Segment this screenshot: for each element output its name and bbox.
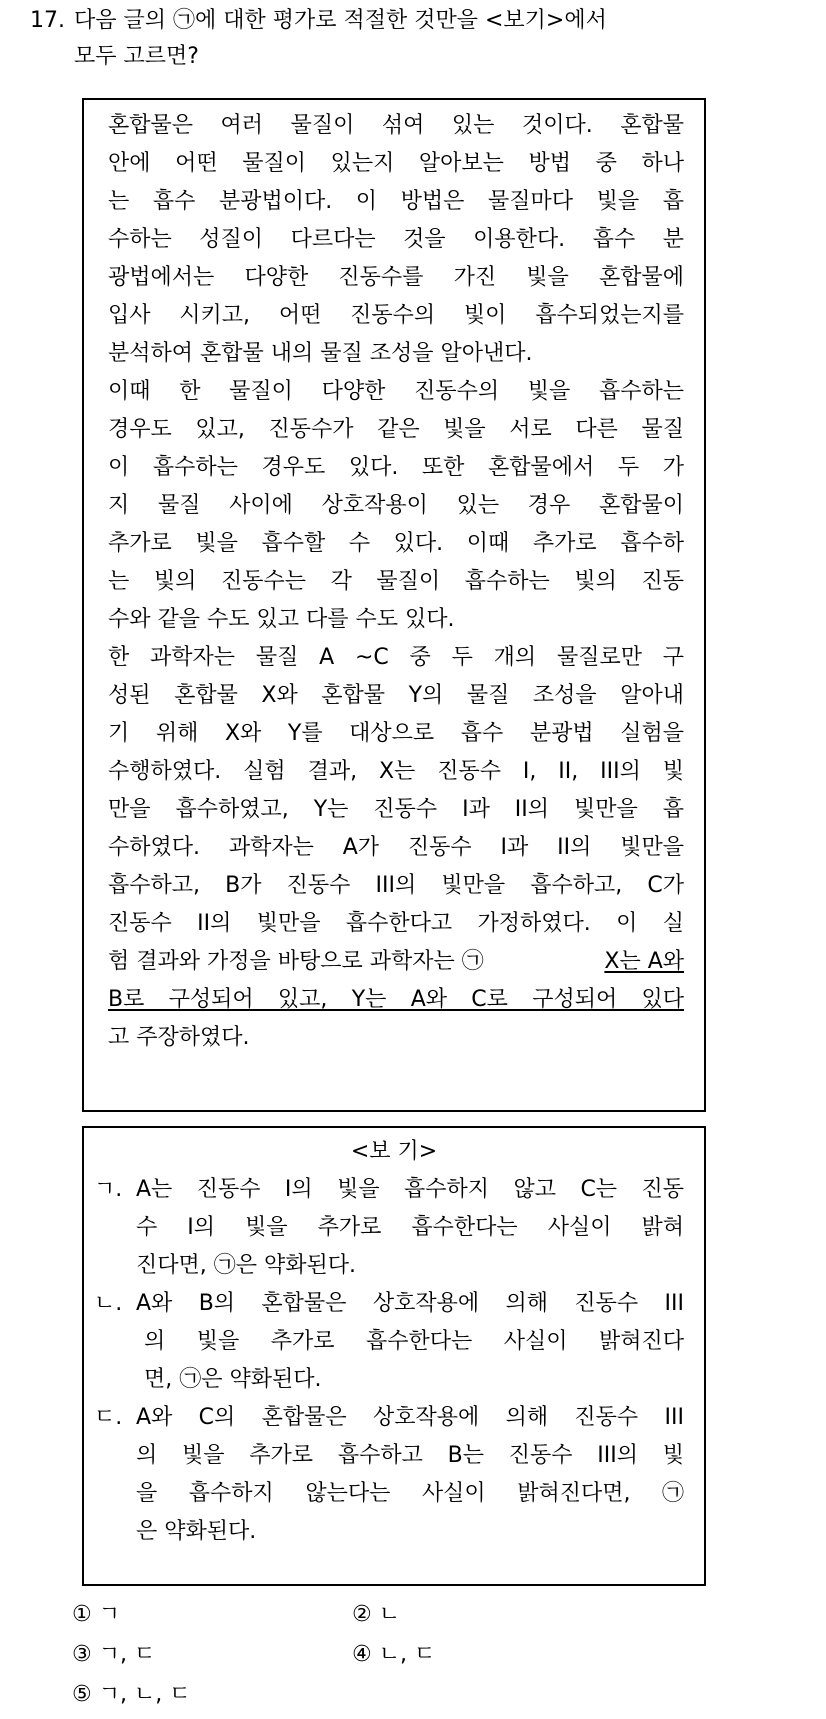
bogi-item-marker: ㄱ.: [94, 1177, 123, 1202]
answer-option-1[interactable]: ① ㄱ: [72, 1602, 120, 1627]
passage-line: 수하였다. 과학자는 A가 진동수 I과 II의 빛만을: [108, 835, 684, 860]
bogi-item-line: A와 B의 혼합물은 상호작용에 의해 진동수 III: [136, 1291, 684, 1316]
passage-line: 고 주장하였다.: [108, 1025, 250, 1050]
passage-line: 는 흡수 분광법이다. 이 방법은 물질마다 빛을 흡: [108, 189, 684, 214]
question-line-2: [74, 40, 199, 74]
passage-line: 만을 흡수하였고, Y는 진동수 I과 II의 빛만을 흡: [108, 797, 684, 822]
bogi-item-line: 을 흡수하지 않는다는 사실이 밝혀진다면, ㉠: [136, 1481, 684, 1506]
claim-underlined-text: B로 구성되어 있고, Y는 A와 C로 구성되어 있다: [108, 987, 684, 1012]
question-number: 17.: [30, 8, 65, 33]
passage-line: 경우도 있고, 진동수가 같은 빛을 서로 다른 물질: [108, 417, 684, 442]
passage-line: 성된 혼합물 X와 혼합물 Y의 물질 조성을 알아내: [108, 683, 684, 708]
passage-line: 광법에서는 다양한 진동수를 가진 빛을 혼합물에: [108, 265, 684, 290]
passage-line: 혼합물은 여러 물질이 섞여 있는 것이다. 혼합물: [108, 113, 684, 138]
bogi-item-line: 은 약화된다.: [136, 1519, 257, 1544]
question-text-2: 모두 고르면?: [74, 44, 199, 69]
claim-underlined-text: X는 A와: [604, 949, 684, 974]
bogi-box: [82, 1126, 706, 1586]
passage-line: 진동수 II의 빛만을 흡수한다고 가정하였다. 이 실: [108, 911, 684, 936]
passage-line: 이 흡수하는 경우도 있다. 또한 혼합물에서 두 가: [108, 455, 684, 480]
bogi-item-marker: ㄷ.: [94, 1405, 123, 1430]
bogi-item-line: 진다면, ㉠은 약화된다.: [136, 1253, 356, 1278]
passage-line: 입사 시키고, 어떤 진동수의 빛이 흡수되었는지를: [108, 303, 684, 328]
passage-line: 분석하여 혼합물 내의 물질 조성을 알아낸다.: [108, 341, 533, 366]
bogi-item-line: 의 빛을 추가로 흡수하고 B는 진동수 III의 빛: [136, 1443, 684, 1468]
bogi-title: <보 기>: [350, 1139, 438, 1164]
question-text-1: 다음 글의 ㉠에 대한 평가로 적절한 것만을 <보기>에서: [74, 8, 607, 33]
bogi-item-line: A와 C의 혼합물은 상호작용에 의해 진동수 III: [136, 1405, 684, 1430]
passage-line: 수하는 성질이 다르다는 것을 이용한다. 흡수 분: [108, 227, 684, 252]
passage-line-claim: [108, 982, 684, 1018]
bogi-item-line: 의 빛을 추가로 흡수한다는 사실이 밝혀진다: [144, 1329, 684, 1354]
answer-option-3[interactable]: ③ ㄱ, ㄷ: [72, 1642, 156, 1667]
passage-line: 수와 같을 수도 있고 다를 수도 있다.: [108, 607, 455, 632]
passage-claim-prefix: 험 결과와 가정을 바탕으로 과학자는 ㉠: [108, 949, 491, 974]
passage-line: 수행하였다. 실험 결과, X는 진동수 I, II, III의 빛: [108, 759, 684, 784]
bogi-item-line: A는 진동수 I의 빛을 흡수하지 않고 C는 진동: [136, 1177, 684, 1202]
answer-option-4[interactable]: ④ ㄴ, ㄷ: [352, 1642, 436, 1667]
question-line-1: [30, 4, 607, 38]
passage-line: 는 빛의 진동수는 각 물질이 흡수하는 빛의 진동: [108, 569, 684, 594]
bogi-item-marker: ㄴ.: [94, 1291, 123, 1316]
passage-line: 한 과학자는 물질 A ~C 중 두 개의 물질로만 구: [108, 645, 684, 670]
passage-line: 안에 어떤 물질이 있는지 알아보는 방법 중 하나: [108, 151, 684, 176]
passage-line: 이때 한 물질이 다양한 진동수의 빛을 흡수하는: [108, 379, 684, 404]
passage-line: 지 물질 사이에 상호작용이 있는 경우 혼합물이: [108, 493, 684, 518]
passage-line-claim-start: [108, 944, 684, 980]
answer-option-5[interactable]: ⑤ ㄱ, ㄴ, ㄷ: [72, 1682, 191, 1707]
passage-line: 흡수하고, B가 진동수 III의 빛만을 흡수하고, C가: [108, 873, 684, 898]
answer-option-2[interactable]: ② ㄴ: [352, 1602, 400, 1627]
bogi-item-line: 면, ㉠은 약화된다.: [144, 1367, 322, 1392]
passage-box: [82, 98, 706, 1112]
passage-line: 기 위해 X와 Y를 대상으로 흡수 분광법 실험을: [108, 721, 684, 746]
bogi-item-line: 수 I의 빛을 추가로 흡수한다는 사실이 밝혀: [136, 1215, 684, 1240]
passage-line: 추가로 빛을 흡수할 수 있다. 이때 추가로 흡수하: [108, 531, 684, 556]
